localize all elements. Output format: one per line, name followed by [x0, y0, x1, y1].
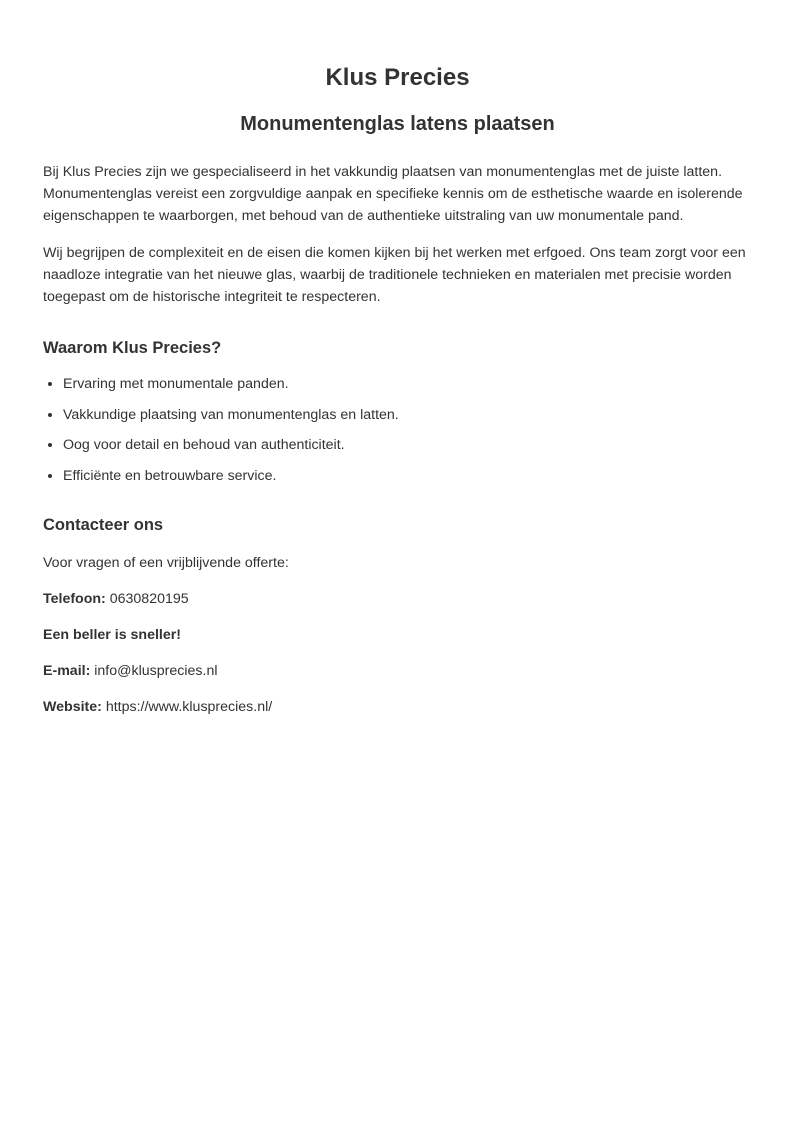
- why-heading: Waarom Klus Precies?: [43, 339, 222, 357]
- company-name: Klus Precies: [325, 64, 470, 91]
- slogan: Een beller is sneller!: [43, 626, 181, 643]
- email-label: E-mail:: [43, 662, 91, 679]
- slogan-line: [43, 625, 752, 645]
- contact-intro: Voor vragen of een vrijblijvende offerte:: [43, 554, 289, 571]
- why-list: [43, 374, 752, 486]
- website-value[interactable]: https://www.klusprecies.nl/: [105, 698, 273, 715]
- list-item: • Efficiënte en betrouwbare service.: [63, 466, 752, 486]
- list-item: • Vakkundige plaatsing van monumentenglas en latten.: [63, 405, 752, 425]
- phone-value[interactable]: 0630820195: [109, 590, 189, 607]
- page-title: Monumentenglas latens plaatsen: [240, 113, 555, 135]
- email-value[interactable]: info@klusprecies.nl: [94, 662, 218, 679]
- list-item: • Ervaring met monumentale panden.: [63, 374, 752, 394]
- website-label: Website:: [43, 698, 102, 715]
- phone-label: Telefoon:: [43, 590, 106, 607]
- intro-paragraph-2: Wij begrijpen de complexiteit en de eisen die komen kijken bij het werken met erfgoed. Ons team zorgt voor een naadloze integratie van het nieuwe glas, waarbij de traditionele technieken en materialen met precisie worden toegepast om de historische integriteit te respecteren.: [43, 245, 746, 305]
- phone-line: [43, 589, 752, 609]
- intro-paragraph-1: Bij Klus Precies zijn we gespecialiseerd in het vakkundig plaatsen van monumentenglas met de juiste latten. Monumentenglas vereist een zorgvuldige aanpak en specifieke kennis om de esthetische waarde en isolerende eigenschappen te waarborgen, met behoud van de authentieke uitstraling van uw monumentale pand.: [43, 164, 743, 224]
- email-line: [43, 661, 752, 681]
- list-item: • Oog voor detail en behoud van authenticiteit.: [63, 435, 752, 455]
- contact-heading: Contacteer ons: [43, 515, 164, 534]
- website-line: [43, 697, 752, 717]
